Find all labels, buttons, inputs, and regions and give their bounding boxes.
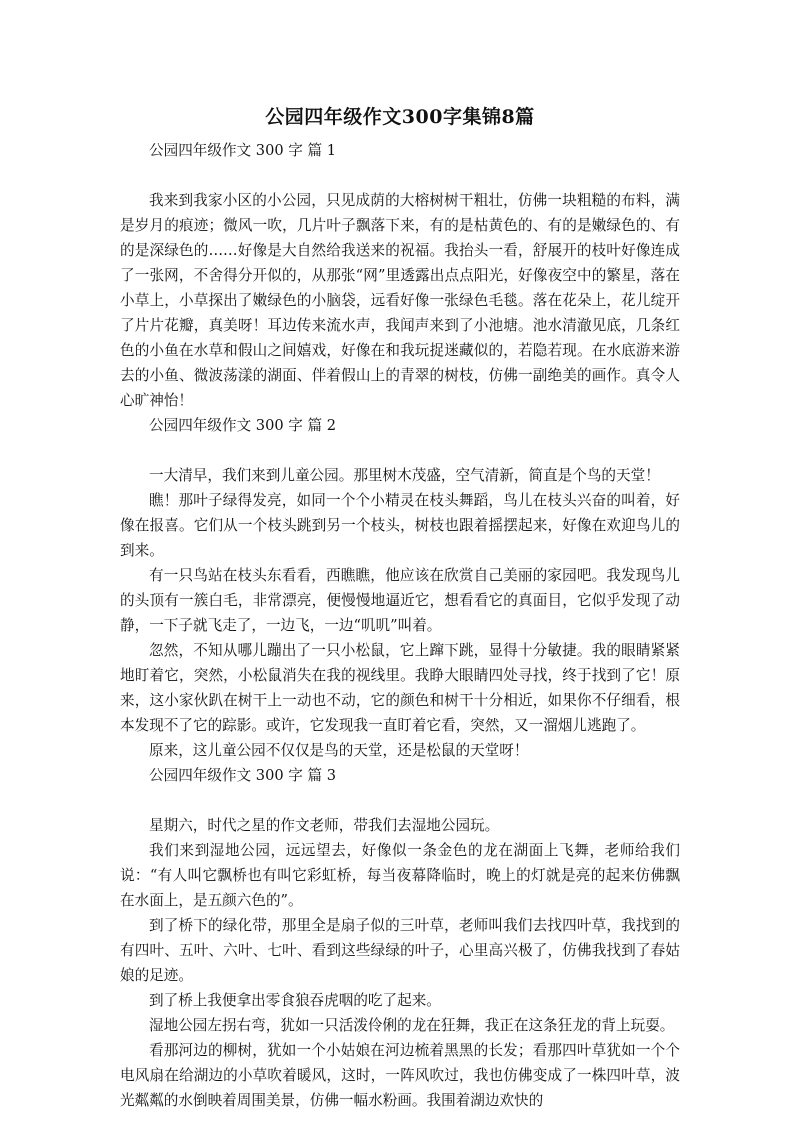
paragraph: 原来，这儿童公园不仅仅是鸟的天堂，还是松鼠的天堂呀！ — [149, 742, 529, 759]
section-heading: 公园四年级作文 300 字 篇 2 — [149, 417, 337, 434]
essay-section-3 — [120, 763, 680, 1113]
blank-line — [120, 163, 680, 188]
paragraph: 我来到我家小区的小公园，只见成荫的大榕树树干粗壮，仿佛一块粗糙的布料，满是岁月的痕迹；微风一吹，几片叶子飘落下来，有的是枯黄色的、有的是嫩绿色的、有的是深绿色的……好像是大自然给我送来的祝福。我抬头一看，舒展开的枝叶好像连成了一张网，不舍得分开似的，从那张“网”里透露出点点阳光，好像夜空中的繁星，落在小草上，小草探出了嫩绿色的小脑袋，远看好像一张绿色毛毯。落在花朵上，花儿绽开了片片花瓣，真美呀！耳边传来流水声，我闻声来到了小池塘。池水清澈见底，几条红色的小鱼在水草和假山之间嬉戏，好像在和我玩捉迷藏似的，若隐若现。在水底游来游去的小鱼、微波荡漾的湖面、伴着假山上的青翠的树枝，仿佛一副绝美的画作。真令人心旷神怡！ — [120, 192, 680, 409]
paragraph: 到了桥下的绿化带，那里全是扇子似的三叶草，老师叫我们去找四叶草，我找到的有四叶、五叶、六叶、七叶、看到这些绿绿的叶子，心里高兴极了，仿佛我找到了春姑娘的足迹。 — [120, 917, 680, 984]
paragraph: 瞧！那叶子绿得发亮，如同一个个小精灵在枝头舞蹈，鸟儿在枝头兴奋的叫着，好像在报喜。它们从一个枝头跳到另一个枝头，树枝也跟着摇摆起来，好像在欢迎鸟儿的到来。 — [120, 492, 680, 559]
paragraph: 看那河边的柳树，犹如一个小姑娘在河边梳着黑黑的长发；看那四叶草犹如一个个电风扇在给湖边的小草吹着暖风，这时，一阵风吹过，我也仿佛变成了一株四叶草，波光粼粼的水倒映着周围美景，仿佛一幅水粉画。我围着湖边欢快的 — [120, 1042, 680, 1109]
essay-section-2 — [120, 413, 680, 763]
essay-section-1 — [120, 138, 680, 413]
paragraph: 一大清早，我们来到儿童公园。那里树木茂盛，空气清新，简直是个鸟的天堂！ — [149, 467, 660, 484]
paragraph: 星期六，时代之星的作文老师，带我们去湿地公园玩。 — [149, 817, 500, 834]
blank-line — [120, 438, 680, 463]
paragraph: 我们来到湿地公园，远远望去，好像似一条金色的龙在湖面上飞舞，老师给我们说：“有人叫它飘桥也有叫它彩虹桥，每当夜幕降临时，晚上的灯就是亮的起来仿佛飘在水面上，是五颜六色的”。 — [120, 842, 680, 909]
paragraph: 湿地公园左拐右弯，犹如一只活泼伶俐的龙在狂舞，我正在这条狂龙的背上玩耍。 — [149, 1017, 675, 1034]
blank-line — [120, 788, 680, 813]
paragraph: 到了桥上我便拿出零食狼吞虎咽的吃了起来。 — [149, 992, 441, 1009]
document-title: 公园四年级作文300字集锦8篇 — [265, 106, 535, 128]
section-heading: 公园四年级作文 300 字 篇 1 — [149, 142, 337, 159]
paragraph: 有一只鸟站在枝头东看看，西瞧瞧，他应该在欣赏自己美丽的家园吧。我发现鸟儿的头顶有一簇白毛，非常漂亮，便慢慢地逼近它，想看看它的真面目，它似乎发现了动静，一下子就飞走了，一边飞，一边“叽叽”叫着。 — [120, 567, 680, 634]
section-heading: 公园四年级作文 300 字 篇 3 — [149, 767, 337, 784]
paragraph: 忽然，不知从哪儿蹦出了一只小松鼠，它上蹿下跳，显得十分敏捷。我的眼睛紧紧地盯着它，突然，小松鼠消失在我的视线里。我睁大眼睛四处寻找，终于找到了它！原来，这小家伙趴在树干上一动也不动，它的颜色和树干十分相近，如果你不仔细看，根本发现不了它的踪影。或许，它发现我一直盯着它看，突然，又一溜烟儿逃跑了。 — [120, 642, 680, 734]
